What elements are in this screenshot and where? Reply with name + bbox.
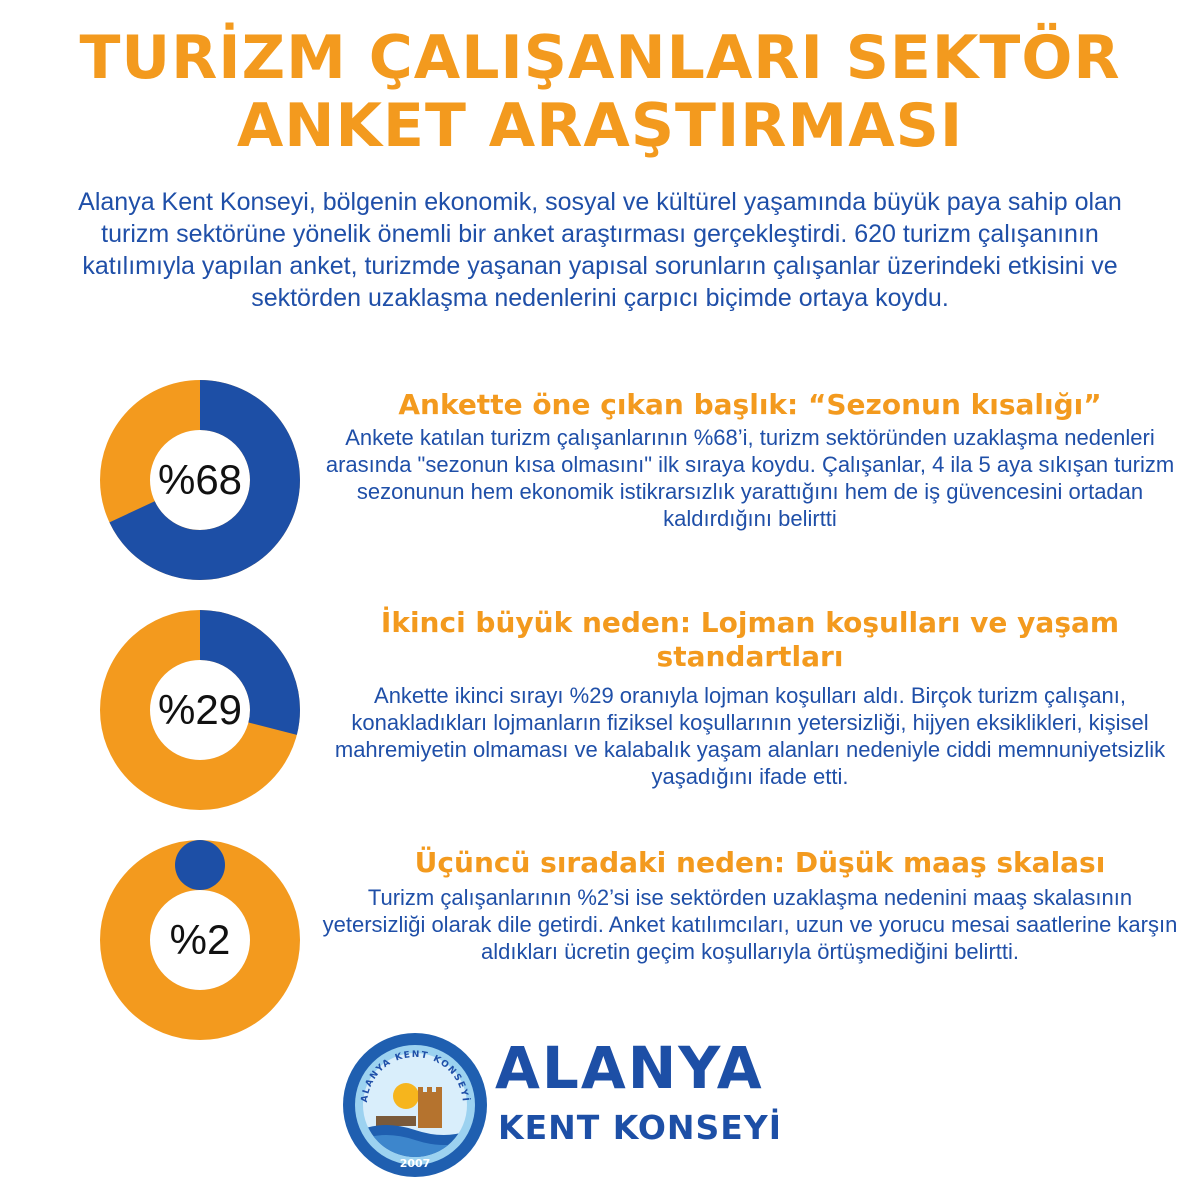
donut-chart-3 (100, 840, 300, 1040)
logo-subtitle: KENT KONSEYİ (498, 1108, 782, 1147)
tower-icon (418, 1092, 442, 1128)
donut-chart-2 (100, 610, 300, 810)
alanya-kent-konseyi-logo (340, 1030, 800, 1180)
donut-label-1: %68 (157, 456, 243, 503)
section-3-body: Turizm çalışanlarının %2’si ise sektörden uzaklaşma nedenini maaş skalasının yetersizliği olarak dile getirdi. Anket katılımcıları, uzun ve yorucu mesai saatlerine karşın aldıkları ücretin geçim koşullarıyla örtüşmediğini belirtti. (322, 885, 1178, 964)
sun-icon (393, 1083, 419, 1109)
donut-chart-1 (100, 380, 300, 580)
section-2-heading: İkinci büyük neden: Lojman koşulları ve yaşam standartları (380, 606, 1120, 673)
intro-paragraph: Alanya Kent Konseyi, bölgenin ekonomik, sosyal ve kültürel yaşamında büyük paya sahip olan turizm sektörüne yönelik önemli bir anket araştırması gerçekleştirdi. 620 turizm çalışanının katılımıyla yapılan anket, turizmde yaşanan yapısal sorunların çalışanlar üzerindeki etkisini ve sektörden uzaklaşma nedenlerini çarpıcı biçimde ortaya koydu. (78, 188, 1122, 312)
seal-year: 2007 (399, 1157, 431, 1170)
title-line-1: TURİZM ÇALIŞANLARI SEKTÖR (79, 23, 1121, 93)
section-1-body: Ankete katılan turizm çalışanlarının %68’i, turizm sektöründen uzaklaşma nedenleri arasında "sezonun kısa olmasını" ilk sıraya koydu. Çalışanlar, 4 ila 5 aya sıkışan turizm sezonunun hem ekonomik istikrarsızlık yarattığını hem de iş güvencesini ortadan kaldırdığını belirtti (325, 425, 1175, 531)
alanya-kent-konseyi-seal-icon (340, 1030, 490, 1180)
page-title (0, 24, 1200, 160)
seal-text: ALANYA KENT KONSEYİ (359, 1049, 470, 1104)
section-2-body: Ankette ikinci sırayı %29 oranıyla lojman koşulları aldı. Birçok turizm çalışanı, konakladıkları lojmanların fiziksel koşullarının yetersizliği, hijyen eksiklikleri, kişisel mahremiyetin olmaması ve kalabalık yaşam alanları nedeniyle ciddi memnuniyetsizlik yaşadığını ifade etti. (334, 683, 1166, 789)
donut-label-2: %29 (157, 686, 243, 733)
logo-name: ALANYA (495, 1034, 764, 1102)
boat-icon (376, 1116, 416, 1126)
donut-label-3: %2 (169, 916, 231, 963)
title-line-2: ANKET ARAŞTIRMASI (236, 91, 964, 161)
section-3-heading: Üçüncü sıradaki neden: Düşük maaş skalası (414, 846, 1106, 879)
section-1-heading: Ankette öne çıkan başlık: “Sezonun kısalığı” (398, 388, 1102, 421)
